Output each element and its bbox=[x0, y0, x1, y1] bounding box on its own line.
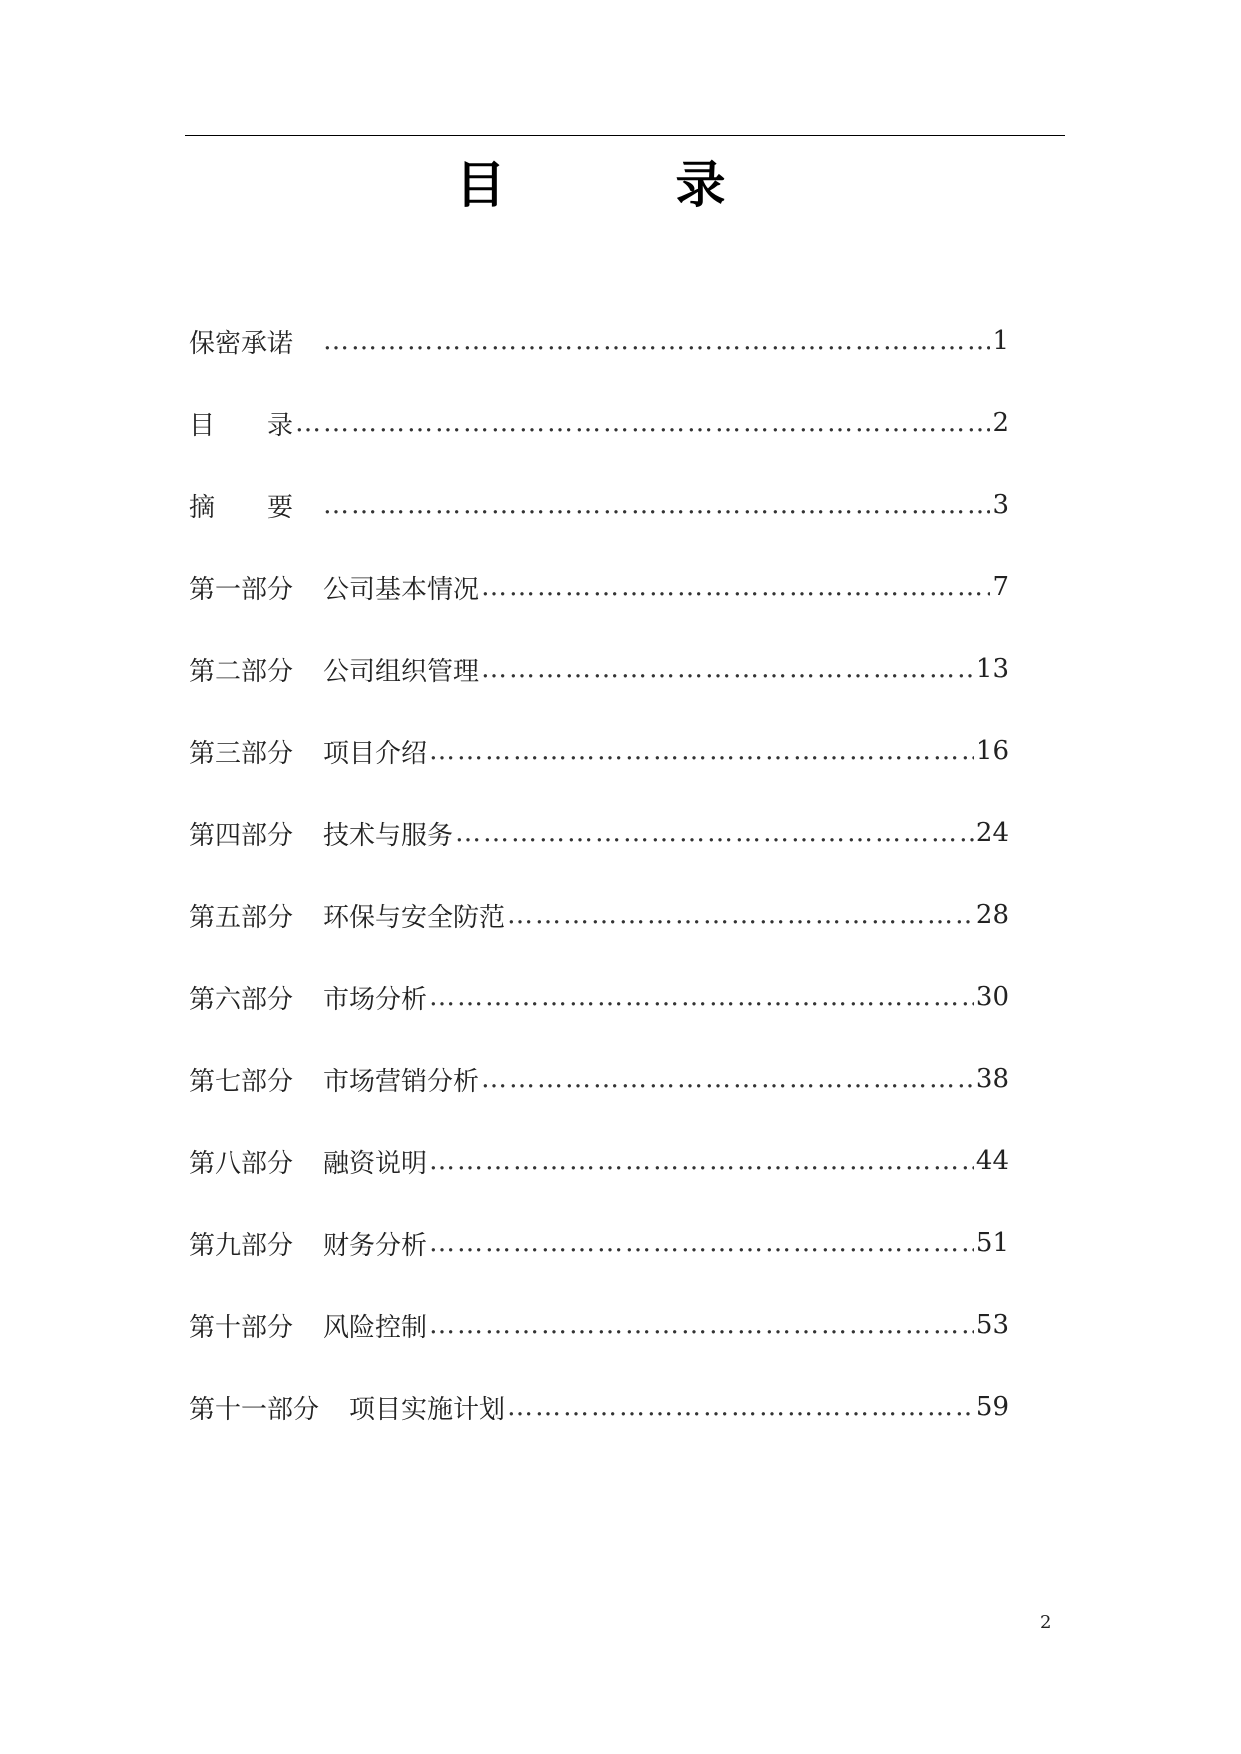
toc-dot-leader bbox=[323, 490, 990, 520]
toc-entry-title: 公司基本情况 bbox=[323, 574, 480, 605]
toc-entry[interactable] bbox=[189, 300, 1009, 382]
toc-entry-page: 59 bbox=[975, 1392, 1009, 1422]
toc-dot-leader bbox=[455, 818, 974, 848]
toc-entry[interactable] bbox=[189, 628, 1009, 710]
toc-entry-title: 风险控制 bbox=[323, 1312, 428, 1343]
toc-entry-page: 51 bbox=[975, 1228, 1009, 1258]
toc-entry[interactable] bbox=[189, 546, 1009, 628]
toc-entry[interactable] bbox=[189, 1202, 1009, 1284]
toc-entry-page: 1 bbox=[992, 326, 1009, 356]
page-number: 2 bbox=[1040, 1612, 1052, 1633]
toc-entry-page: 24 bbox=[975, 818, 1009, 848]
toc-entry-part: 第六部分 bbox=[189, 984, 294, 1015]
page-title: 目 录 bbox=[455, 156, 786, 214]
toc-entry[interactable] bbox=[189, 1366, 1009, 1448]
toc-entry-part: 保密承诺 bbox=[189, 328, 294, 359]
toc-dot-leader bbox=[481, 654, 974, 684]
toc-dot-leader bbox=[429, 736, 974, 766]
toc-entry-page: 30 bbox=[975, 982, 1009, 1012]
toc-entry[interactable] bbox=[189, 874, 1009, 956]
toc-entry[interactable] bbox=[189, 956, 1009, 1038]
toc-entry-part: 第七部分 bbox=[189, 1066, 294, 1097]
toc-entry-part: 第三部分 bbox=[189, 738, 294, 769]
toc-dot-leader bbox=[429, 1310, 974, 1340]
toc-entry-part: 第二部分 bbox=[189, 656, 294, 687]
toc-entry-page: 7 bbox=[992, 572, 1009, 602]
toc-entry-part: 第五部分 bbox=[189, 902, 294, 933]
toc-entry-title: 市场营销分析 bbox=[323, 1066, 480, 1097]
toc-entry-page: 2 bbox=[992, 408, 1009, 438]
toc-entry[interactable] bbox=[189, 1120, 1009, 1202]
toc-entry-title: 项目实施计划 bbox=[349, 1394, 506, 1425]
toc-entry-part: 第十一部分 bbox=[189, 1394, 320, 1425]
toc-entry-page: 16 bbox=[975, 736, 1009, 766]
toc-entry-page: 28 bbox=[975, 900, 1009, 930]
toc-dot-leader bbox=[429, 1146, 974, 1176]
toc-dot-leader bbox=[507, 900, 974, 930]
toc-entry-part: 第四部分 bbox=[189, 820, 294, 851]
toc-entry-part: 第九部分 bbox=[189, 1230, 294, 1261]
toc-entry-page: 53 bbox=[975, 1310, 1009, 1340]
toc-entry-part: 第十部分 bbox=[189, 1312, 294, 1343]
toc-entry-page: 38 bbox=[975, 1064, 1009, 1094]
toc-dot-leader bbox=[429, 982, 974, 1012]
toc-entry-part: 第一部分 bbox=[189, 574, 294, 605]
toc-entry-title: 环保与安全防范 bbox=[323, 902, 506, 933]
toc-entry[interactable] bbox=[189, 792, 1009, 874]
toc-entry-page: 3 bbox=[992, 490, 1009, 520]
toc-dot-leader bbox=[323, 326, 990, 356]
toc-entry-title: 公司组织管理 bbox=[323, 656, 480, 687]
toc-entry[interactable] bbox=[189, 464, 1009, 546]
toc-entry-title: 市场分析 bbox=[323, 984, 428, 1015]
table-of-contents bbox=[189, 300, 1009, 1448]
header-rule bbox=[185, 135, 1065, 136]
toc-dot-leader bbox=[295, 408, 990, 438]
toc-entry-title: 财务分析 bbox=[323, 1230, 428, 1261]
toc-dot-leader bbox=[507, 1392, 974, 1422]
toc-entry-part: 摘 要 bbox=[189, 492, 294, 523]
toc-entry-title: 技术与服务 bbox=[323, 820, 454, 851]
toc-entry-page: 13 bbox=[975, 654, 1009, 684]
toc-entry-title: 项目介绍 bbox=[323, 738, 428, 769]
toc-dot-leader bbox=[481, 1064, 974, 1094]
toc-dot-leader bbox=[481, 572, 990, 602]
toc-entry[interactable] bbox=[189, 1038, 1009, 1120]
toc-entry-part: 第八部分 bbox=[189, 1148, 294, 1179]
toc-entry[interactable] bbox=[189, 710, 1009, 792]
toc-entry-part: 目 录 bbox=[189, 410, 294, 441]
toc-entry-page: 44 bbox=[975, 1146, 1009, 1176]
toc-entry[interactable] bbox=[189, 382, 1009, 464]
toc-entry-title: 融资说明 bbox=[323, 1148, 428, 1179]
toc-entry[interactable] bbox=[189, 1284, 1009, 1366]
toc-dot-leader bbox=[429, 1228, 974, 1258]
